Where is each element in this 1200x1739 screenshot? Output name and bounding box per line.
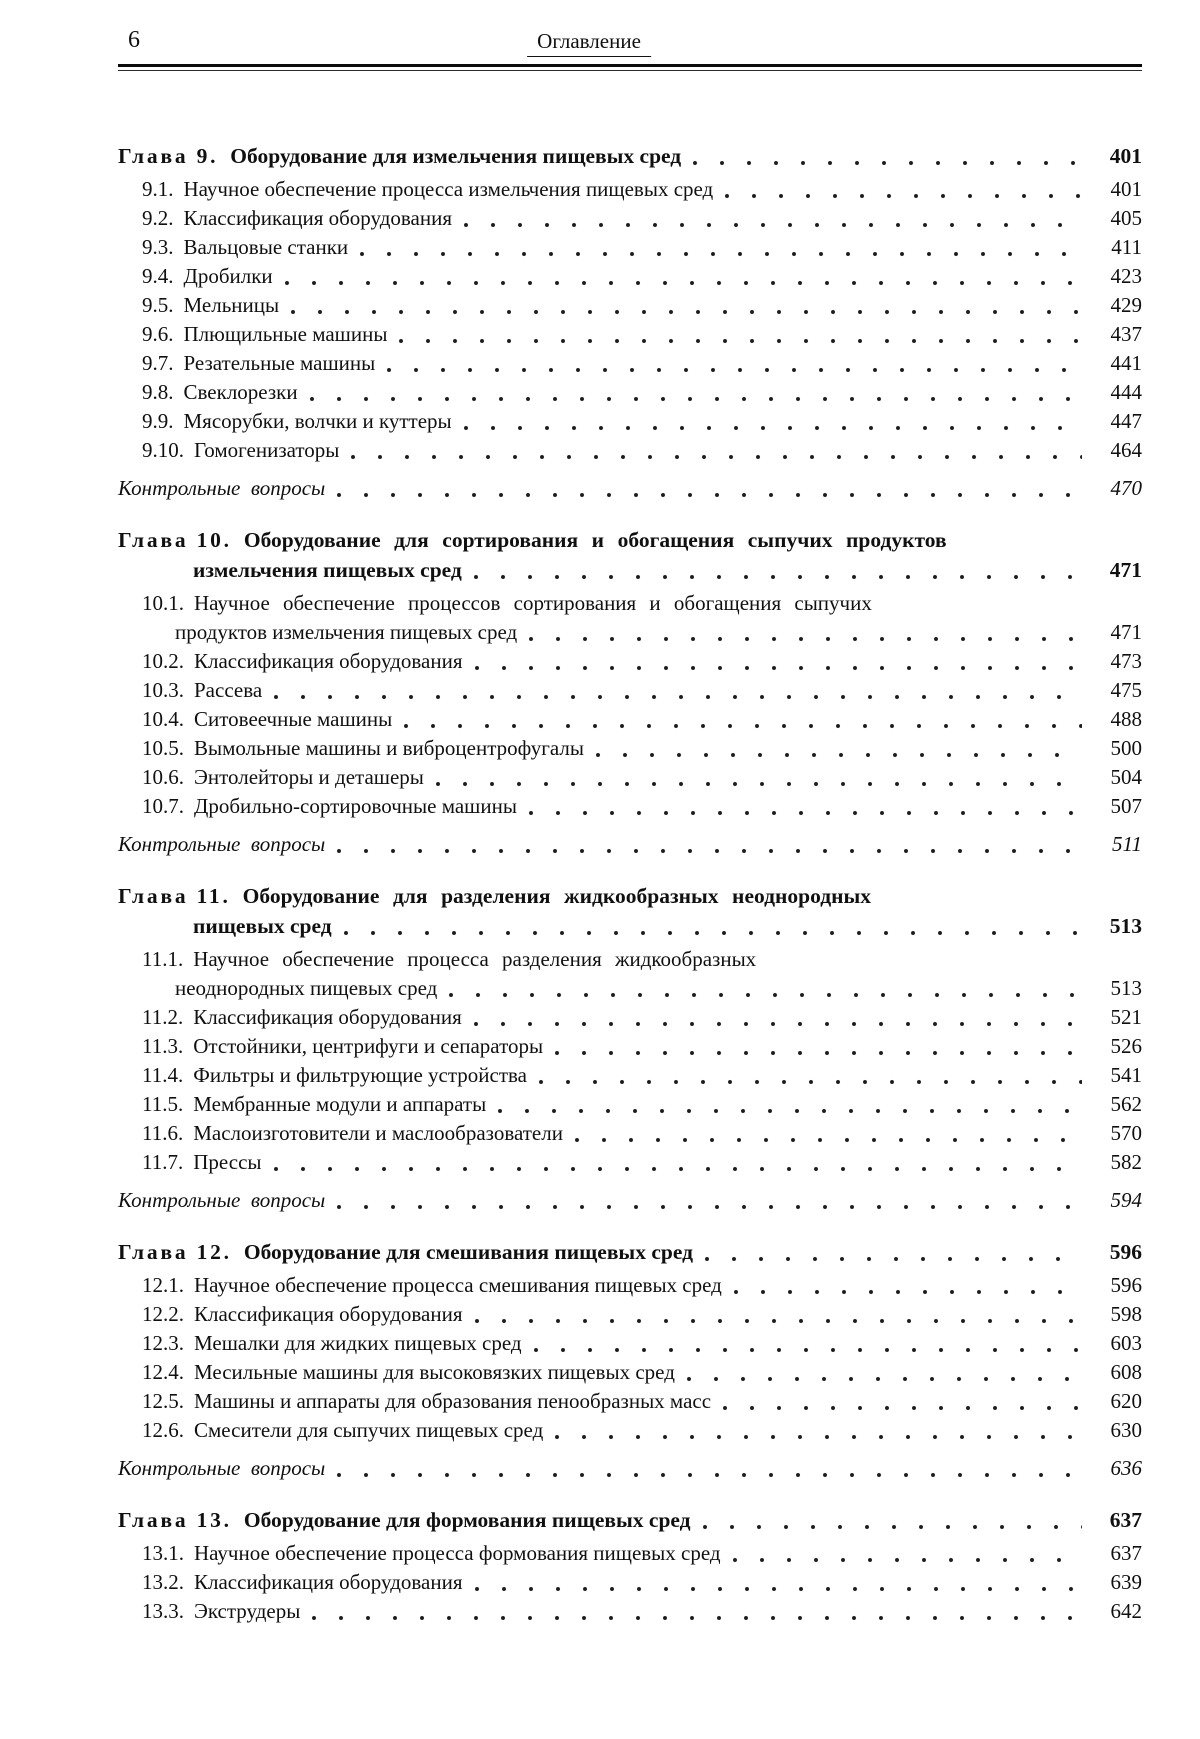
toc-entry-page: 511 — [1112, 832, 1142, 856]
toc-entry-number: 9.5. — [142, 293, 174, 317]
toc-entry-page: 603 — [1110, 1331, 1142, 1355]
dot-leader — [464, 425, 1082, 431]
toc-entry-number: 11.7. — [142, 1150, 184, 1174]
dot-leader — [449, 992, 1082, 998]
toc-entry-page: 475 — [1110, 678, 1142, 702]
toc-entry-line — [118, 1237, 1142, 1267]
dot-leader — [337, 492, 1082, 498]
toc-entry-page: 464 — [1110, 438, 1142, 462]
toc-entry-page: 470 — [1110, 476, 1142, 500]
toc-entry-title: Гомогенизаторы — [194, 438, 340, 462]
dot-leader — [498, 1108, 1082, 1114]
toc-entry-title: Научное обеспечение процессов сортирования и обогащения сыпучих — [194, 591, 872, 615]
toc-entry-number: 10.3. — [142, 678, 184, 702]
toc-entry-number: 12.2. — [142, 1302, 184, 1326]
toc-entry — [118, 1271, 1142, 1300]
toc-entry-title: Научное обеспечение процесса смешивания пищевых сред — [194, 1273, 722, 1297]
folio-page-number: 6 — [128, 27, 140, 53]
toc-entry-line — [118, 407, 1142, 436]
toc-entry — [118, 233, 1142, 262]
toc-entry-line — [118, 1387, 1142, 1416]
toc-entry-line — [118, 1300, 1142, 1329]
toc-entry-title: Оборудование для разделения жидкообразных неоднородных — [242, 884, 872, 908]
toc-entry-page: 513 — [1109, 914, 1142, 938]
dot-leader — [555, 1434, 1082, 1440]
toc-entry-page: 405 — [1110, 206, 1142, 230]
toc-entry-line — [118, 974, 1142, 1003]
dot-leader — [344, 930, 1082, 936]
toc-entry-line — [118, 881, 1142, 911]
dot-leader — [337, 848, 1082, 854]
toc-entry — [118, 436, 1142, 465]
dot-leader — [596, 752, 1082, 758]
toc-entry-title: Оборудование для сортирования и обогащения сыпучих продуктов — [243, 528, 947, 552]
toc-entry-page: 630 — [1110, 1418, 1142, 1442]
toc-entry-title: Месильные машины для высоковязких пищевых сред — [194, 1360, 675, 1384]
toc-entry-page: 441 — [1110, 351, 1142, 375]
toc-entry — [118, 1358, 1142, 1387]
toc-entry-line — [118, 555, 1142, 585]
toc-entry-line — [118, 233, 1142, 262]
toc-entry-title: Фильтры и фильтрующие устройства — [193, 1063, 527, 1087]
toc-entry-line — [118, 830, 1142, 859]
toc-entry-page: 401 — [1110, 177, 1142, 201]
toc-entry-page: 526 — [1110, 1034, 1142, 1058]
dot-leader — [693, 160, 1082, 166]
toc-entry-number: 12.4. — [142, 1360, 184, 1384]
toc-entry-line — [118, 1061, 1142, 1090]
toc-entry-title: Вальцовые станки — [183, 235, 349, 259]
dot-leader — [399, 338, 1082, 344]
toc-entry-page: 562 — [1110, 1092, 1142, 1116]
toc-entry-line — [118, 1090, 1142, 1119]
toc-entry-line — [118, 589, 1142, 618]
toc-entry-title: Плющильные машины — [183, 322, 388, 346]
toc-entry-page: 401 — [1109, 144, 1142, 168]
toc-entry-title-continued: пищевых сред — [193, 914, 332, 938]
toc-entry-page: 521 — [1110, 1005, 1142, 1029]
toc-entry-number: 11.6. — [142, 1121, 184, 1145]
toc-entry-line — [118, 1329, 1142, 1358]
toc-entry-page: 582 — [1110, 1150, 1142, 1174]
toc-entry-title: Мембранные модули и аппараты — [193, 1092, 487, 1116]
toc-entry — [118, 647, 1142, 676]
toc-entry-number: 13.2. — [142, 1570, 184, 1594]
toc-entry-title: Прессы — [193, 1150, 262, 1174]
toc-entry-number: 11.1. — [142, 947, 184, 971]
toc-entry-page: 473 — [1110, 649, 1142, 673]
toc-entry-line — [118, 1186, 1142, 1215]
toc-entry — [118, 1237, 1142, 1267]
dot-leader — [337, 1472, 1082, 1478]
toc-entry-title: Машины и аппараты для образования пенообразных масс — [194, 1389, 712, 1413]
toc-entry-page: 437 — [1110, 322, 1142, 346]
toc-entry-title: Рассева — [194, 678, 263, 702]
toc-entry-line — [118, 1358, 1142, 1387]
toc-entry-page: 608 — [1110, 1360, 1142, 1384]
toc-entry — [118, 676, 1142, 705]
toc-entry-line — [118, 1148, 1142, 1177]
toc-entry-title: Резательные машины — [183, 351, 376, 375]
dot-leader — [703, 1524, 1082, 1530]
toc — [118, 73, 1142, 1626]
toc-entry — [118, 320, 1142, 349]
toc-entry — [118, 1387, 1142, 1416]
toc-entry-title: Отстойники, центрифуги и сепараторы — [193, 1034, 544, 1058]
toc-entry-page: 507 — [1110, 794, 1142, 818]
toc-entry-number: Глава 10. — [118, 528, 232, 552]
toc-entry-line — [118, 734, 1142, 763]
toc-entry — [118, 175, 1142, 204]
toc-entry — [118, 1539, 1142, 1568]
dot-leader — [705, 1256, 1082, 1262]
dot-leader — [723, 1405, 1082, 1411]
toc-entry-title: Энтолейторы и деташеры — [194, 765, 424, 789]
toc-entry-title: Маслоизготовители и маслообразователи — [193, 1121, 563, 1145]
toc-entry — [118, 1416, 1142, 1445]
toc-entry-title: Классификация оборудования — [193, 1005, 462, 1029]
dot-leader — [285, 280, 1082, 286]
toc-entry-number: 13.3. — [142, 1599, 184, 1623]
running-head-title: Оглавление — [527, 29, 651, 57]
toc-entry-title: Контрольные вопросы — [118, 1456, 326, 1480]
dot-leader — [687, 1376, 1082, 1382]
toc-entry-number: Глава 13. — [118, 1508, 232, 1532]
toc-entry-title: Классификация оборудования — [194, 649, 463, 673]
toc-entry-title: Ситовеечные машины — [194, 707, 393, 731]
toc-entry — [118, 1061, 1142, 1090]
toc-entry-line — [118, 1271, 1142, 1300]
toc-entry-line — [118, 945, 1142, 974]
toc-entry-page: 620 — [1110, 1389, 1142, 1413]
toc-entry-page: 504 — [1110, 765, 1142, 789]
dot-leader — [529, 810, 1082, 816]
toc-entry-page: 541 — [1110, 1063, 1142, 1087]
toc-entry-line — [118, 1597, 1142, 1626]
toc-entry-title: Классификация оборудования — [194, 1302, 463, 1326]
toc-entry-line — [118, 291, 1142, 320]
toc-entry — [118, 881, 1142, 941]
toc-entry-number: 11.2. — [142, 1005, 184, 1029]
toc-entry-line — [118, 378, 1142, 407]
dot-leader — [404, 723, 1082, 729]
toc-entry — [118, 792, 1142, 821]
toc-entry-title: Научное обеспечение процесса формования пищевых сред — [194, 1541, 721, 1565]
toc-entry-line — [118, 705, 1142, 734]
header-double-rule — [118, 64, 1142, 71]
toc-entry-line — [118, 474, 1142, 503]
toc-entry-title: Классификация оборудования — [183, 206, 452, 230]
dot-leader — [725, 193, 1082, 199]
toc-entry-line — [118, 763, 1142, 792]
toc-entry-line — [118, 349, 1142, 378]
toc-entry-title: Оборудование для смешивания пищевых сред — [243, 1240, 693, 1264]
toc-entry-number: 10.1. — [142, 591, 184, 615]
toc-entry-page: 639 — [1110, 1570, 1142, 1594]
dot-leader — [733, 1557, 1082, 1563]
toc-entry — [118, 1329, 1142, 1358]
toc-entry-line — [118, 1003, 1142, 1032]
toc-entry-title: Классификация оборудования — [194, 1570, 463, 1594]
toc-entry-title: Мельницы — [183, 293, 280, 317]
toc-entry — [118, 474, 1142, 503]
toc-entry-title-continued: продуктов измельчения пищевых сред — [175, 620, 518, 644]
dot-leader — [555, 1050, 1082, 1056]
toc-entry-title: Свеклорезки — [183, 380, 298, 404]
toc-entry-line — [118, 436, 1142, 465]
dot-leader — [575, 1137, 1082, 1143]
dot-leader — [337, 1204, 1082, 1210]
toc-entry-page: 513 — [1110, 976, 1142, 1000]
toc-entry-number: Глава 11. — [118, 884, 231, 908]
toc-entry — [118, 1568, 1142, 1597]
toc-entry-line — [118, 175, 1142, 204]
toc-entry-line — [118, 262, 1142, 291]
toc-entry-number: 9.4. — [142, 264, 174, 288]
toc-entry-number: 9.1. — [142, 177, 174, 201]
toc-entry-number: 13.1. — [142, 1541, 184, 1565]
toc-entry-number: 12.3. — [142, 1331, 184, 1355]
toc-entry-line — [118, 320, 1142, 349]
toc-entry-number: 9.2. — [142, 206, 174, 230]
toc-entry — [118, 1148, 1142, 1177]
toc-entry-number: 9.3. — [142, 235, 174, 259]
toc-entry — [118, 262, 1142, 291]
toc-entry-line — [118, 1032, 1142, 1061]
toc-entry-line — [118, 525, 1142, 555]
toc-entry-title-continued: неоднородных пищевых сред — [175, 976, 438, 1000]
toc-entry-title: Вымольные машины и виброцентрофугалы — [194, 736, 584, 760]
toc-entry-number: 10.6. — [142, 765, 184, 789]
toc-entry-number: 10.5. — [142, 736, 184, 760]
dot-leader — [539, 1079, 1082, 1085]
toc-entry-line — [118, 1119, 1142, 1148]
toc-entry-title: Мясорубки, волчки и куттеры — [183, 409, 452, 433]
toc-entry-line — [118, 647, 1142, 676]
toc-entry — [118, 141, 1142, 171]
dot-leader — [474, 574, 1082, 580]
dot-leader — [351, 454, 1082, 460]
toc-entry-title: Дробильно-сортировочные машины — [194, 794, 517, 818]
toc-entry-line — [118, 911, 1142, 941]
toc-entry-line — [118, 1505, 1142, 1535]
dot-leader — [436, 781, 1082, 787]
dot-leader — [310, 396, 1082, 402]
toc-entry-page: 500 — [1110, 736, 1142, 760]
toc-entry-title: Смесители для сыпучих пищевых сред — [194, 1418, 544, 1442]
toc-entry-page: 423 — [1110, 264, 1142, 288]
toc-entry-line — [118, 1416, 1142, 1445]
dot-leader — [475, 1586, 1083, 1592]
dot-leader — [274, 1166, 1083, 1172]
toc-entry-line — [118, 1539, 1142, 1568]
toc-entry-page: 637 — [1109, 1508, 1142, 1532]
toc-entry-page: 471 — [1109, 558, 1142, 582]
toc-entry-title: Контрольные вопросы — [118, 476, 326, 500]
dot-leader — [534, 1347, 1082, 1353]
toc-entry — [118, 1186, 1142, 1215]
toc-entry-number: 10.4. — [142, 707, 184, 731]
dot-leader — [274, 694, 1082, 700]
toc-entry — [118, 830, 1142, 859]
toc-entry-line — [118, 204, 1142, 233]
toc-entry-number: 11.4. — [142, 1063, 184, 1087]
dot-leader — [387, 367, 1082, 373]
running-head — [118, 26, 1142, 64]
toc-entry-number: 9.8. — [142, 380, 174, 404]
toc-entry-number: 12.5. — [142, 1389, 184, 1413]
toc-entry-line — [118, 1568, 1142, 1597]
toc-entry-page: 598 — [1110, 1302, 1142, 1326]
toc-entry — [118, 1505, 1142, 1535]
toc-entry — [118, 763, 1142, 792]
dot-leader — [360, 251, 1082, 257]
toc-entry-number: Глава 9. — [118, 144, 219, 168]
toc-entry-page: 642 — [1110, 1599, 1142, 1623]
toc-entry-number: 10.7. — [142, 794, 184, 818]
dot-leader — [474, 1021, 1082, 1027]
toc-entry-number: 10.2. — [142, 649, 184, 673]
toc-entry — [118, 349, 1142, 378]
toc-entry — [118, 705, 1142, 734]
toc-entry-page: 429 — [1110, 293, 1142, 317]
toc-entry — [118, 1119, 1142, 1148]
toc-entry-number: 12.1. — [142, 1273, 184, 1297]
toc-entry — [118, 1003, 1142, 1032]
toc-entry-line — [118, 1454, 1142, 1483]
toc-entry-number: 12.6. — [142, 1418, 184, 1442]
toc-entry-page: 594 — [1110, 1188, 1142, 1212]
toc-entry-title: Контрольные вопросы — [118, 832, 326, 856]
toc-entry-line — [118, 676, 1142, 705]
toc-entry — [118, 407, 1142, 436]
toc-entry — [118, 525, 1142, 585]
toc-entry — [118, 1597, 1142, 1626]
toc-entry-page: 637 — [1110, 1541, 1142, 1565]
toc-entry — [118, 945, 1142, 1003]
dot-leader — [475, 665, 1083, 671]
toc-entry-page: 411 — [1111, 235, 1142, 259]
toc-entry-title: Оборудование для измельчения пищевых сред — [230, 144, 682, 168]
toc-entry-number: 11.3. — [142, 1034, 184, 1058]
toc-entry — [118, 1454, 1142, 1483]
toc-entry — [118, 589, 1142, 647]
toc-entry-title: Научное обеспечение процесса измельчения пищевых сред — [183, 177, 714, 201]
toc-entry-page: 488 — [1110, 707, 1142, 731]
toc-entry-title: Дробилки — [183, 264, 273, 288]
toc-entry — [118, 1032, 1142, 1061]
toc-entry-title-continued: измельчения пищевых сред — [193, 558, 462, 582]
toc-entry-title: Контрольные вопросы — [118, 1188, 326, 1212]
dot-leader — [464, 222, 1082, 228]
dot-leader — [529, 636, 1082, 642]
toc-entry — [118, 378, 1142, 407]
toc-entry-page: 444 — [1110, 380, 1142, 404]
toc-entry — [118, 1300, 1142, 1329]
toc-entry-number: 11.5. — [142, 1092, 184, 1116]
toc-entry-title: Научное обеспечение процесса разделения жидкообразных — [193, 947, 757, 971]
toc-entry-number: 9.6. — [142, 322, 174, 346]
toc-entry-number: 9.7. — [142, 351, 174, 375]
toc-entry-page: 447 — [1110, 409, 1142, 433]
toc-entry — [118, 1090, 1142, 1119]
toc-entry — [118, 204, 1142, 233]
dot-leader — [475, 1318, 1083, 1324]
toc-entry-page: 636 — [1110, 1456, 1142, 1480]
dot-leader — [734, 1289, 1082, 1295]
toc-entry-page: 471 — [1110, 620, 1142, 644]
toc-entry-line — [118, 618, 1142, 647]
dot-leader — [312, 1615, 1082, 1621]
toc-entry-title: Экструдеры — [194, 1599, 301, 1623]
toc-entry-title: Мешалки для жидких пищевых сред — [194, 1331, 522, 1355]
toc-entry-page: 596 — [1110, 1273, 1142, 1297]
toc-entry-line — [118, 792, 1142, 821]
toc-entry — [118, 734, 1142, 763]
toc-entry-number: 9.9. — [142, 409, 174, 433]
toc-entry-page: 596 — [1109, 1240, 1142, 1264]
toc-entry-page: 570 — [1110, 1121, 1142, 1145]
toc-entry-number: 9.10. — [142, 438, 184, 462]
dot-leader — [291, 309, 1082, 315]
toc-entry-number: Глава 12. — [118, 1240, 232, 1264]
toc-entry — [118, 291, 1142, 320]
toc-entry-title: Оборудование для формования пищевых сред — [243, 1508, 691, 1532]
toc-entry-line — [118, 141, 1142, 171]
